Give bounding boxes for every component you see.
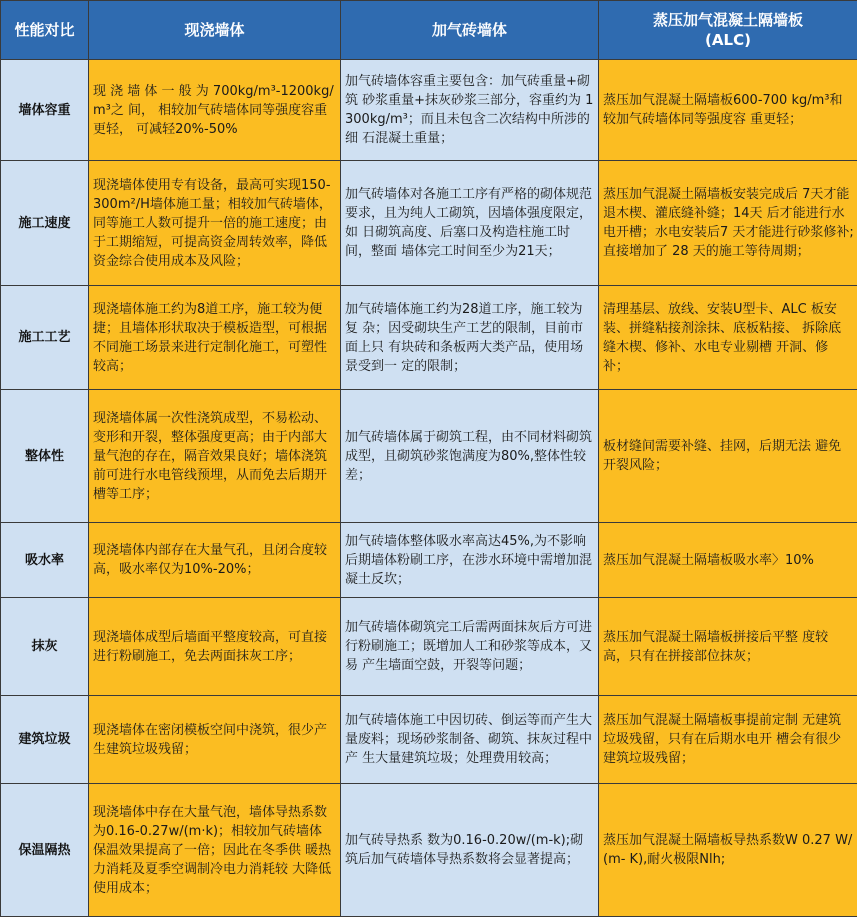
- cell-cast-in-place: 现浇墙体属一次性浇筑成型，不易松动、 变形和开裂，整体强度更高；由于内部大 量气泡的存在，隔音效果良好；墙体浇筑 前可进行水电管线预埋，从而免去后期开 槽等工序；: [89, 390, 341, 523]
- cell-aerated-block: 加气砖墙体对各施工工序有严格的砌体规范 要求，且为纯人工砌筑，因墙体强度限定，如 日砌筑高度、后塞口及构造柱施工时间，整面 墙体完工时间至少为21天；: [341, 161, 599, 286]
- row-label: 抹灰: [1, 598, 89, 696]
- header-alc: [599, 1, 857, 60]
- row-label: 建筑垃圾: [1, 696, 89, 784]
- cell-aerated-block: 加气砖墙体施工中因切砖、倒运等而产生大 量废料；现场砂浆制备、砌筑、抹灰过程中产 生大量建筑垃圾；处理费用较高；: [341, 696, 599, 784]
- table-body: [1, 60, 857, 917]
- row-label: 整体性: [1, 390, 89, 523]
- cell-alc: 蒸压加气混凝土隔墙板事提前定制 无建筑垃圾残留，只有在后期水电开 槽会有很少建筑垃圾残留；: [599, 696, 857, 784]
- row-label: 保温隔热: [1, 784, 89, 917]
- cell-aerated-block: 加气砖墙体整体吸水率高达45%,为不影响后期墙体粉刷工序，在涉水环境中需增加混凝土反坎；: [341, 523, 599, 598]
- header-row: [1, 1, 857, 60]
- cell-alc: 蒸压加气混凝土隔墙板600-700 kg/m³和较加气砖墙体同等强度容 重更轻；: [599, 60, 857, 161]
- table-header: [1, 1, 857, 60]
- table-row: [1, 161, 857, 286]
- table-row: [1, 390, 857, 523]
- header-aerated-block: 加气砖墙体: [341, 1, 599, 60]
- cell-cast-in-place: 现浇墙体使用专有设备，最高可实现150- 300m²/H墙体施工量；相较加气砖墙体， 同等施工人数可提升一倍的施工速度；由 于工期缩短，可提高资金周转效率，降低 资金综合使用成本及风险；: [89, 161, 341, 286]
- cell-alc: 板材缝间需要补缝、挂网，后期无法 避免开裂风险；: [599, 390, 857, 523]
- header-alc-title: 蒸压加气混凝土隔墙板: [653, 11, 803, 29]
- table-row: [1, 696, 857, 784]
- cell-aerated-block: 加气砖墙体施工约为28道工序，施工较为复 杂；因受砌块生产工艺的限制，目前市面上只 有块砖和条板两大类产品，使用场景受到一 定的限制；: [341, 286, 599, 390]
- cell-cast-in-place: 现浇墙体施工约为8道工序，施工较为便 捷；且墙体形状取决于模板造型，可根据 不同施工场景来进行定制化施工，可塑性 较高；: [89, 286, 341, 390]
- cell-alc: 蒸压加气混凝土隔墙板吸水率〉10%: [599, 523, 857, 598]
- cell-aerated-block: 加气砖导热系 数为0.16-0.20w/(m-k);砌筑后加气砖墙体导热系数将会显著提高；: [341, 784, 599, 917]
- header-alc-abbrev: (ALC): [705, 31, 751, 49]
- row-label: 墙体容重: [1, 60, 89, 161]
- table-row: [1, 523, 857, 598]
- header-cast-in-place: 现浇墙体: [89, 1, 341, 60]
- cell-aerated-block: 加气砖墙体属于砌筑工程，由不同材料砌筑 成型，且砌筑砂浆饱满度为80%,整体性较差；: [341, 390, 599, 523]
- cell-cast-in-place: 现浇墙体中存在大量气泡，墙体导热系数 为0.16-0.27w/(m·k)；相较加气砖墙体 保温效果提高了一倍；因此在冬季供 暖热力消耗及夏季空调制冷电力消耗较 大降低使用成本；: [89, 784, 341, 917]
- cell-cast-in-place: 现浇墙体在密闭模板空间中浇筑，很少产 生建筑垃圾残留；: [89, 696, 341, 784]
- cell-cast-in-place: 现浇墙体内部存在大量气孔，且闭合度较 高，吸水率仅为10%-20%；: [89, 523, 341, 598]
- row-label: 吸水率: [1, 523, 89, 598]
- header-property: 性能对比: [1, 1, 89, 60]
- table-row: [1, 286, 857, 390]
- cell-alc: 蒸压加气混凝土隔墙板导热系数W 0.27 W/(m- K),耐火极限Nlh;: [599, 784, 857, 917]
- cell-aerated-block: 加气砖墙体砌筑完工后需两面抹灰后方可进 行粉刷施工；既增加人工和砂浆等成本，又易 产生墙面空鼓，开裂等问题；: [341, 598, 599, 696]
- cell-alc: 蒸压加气混凝土隔墙板安装完成后 7天才能退木楔、灌底缝补缝；14天 后才能进行水电开槽；水电安装后7 天才能进行砂浆修补;直接增加了 28 天的施工等待周期；: [599, 161, 857, 286]
- row-label: 施工速度: [1, 161, 89, 286]
- cell-alc: 清理基层、放线、安装U型卡、ALC 板安装、拼缝粘接剂涂抹、底板粘接、 拆除底缝木楔、修补、水电专业剔槽 开洞、修补；: [599, 286, 857, 390]
- row-label: 施工工艺: [1, 286, 89, 390]
- table-row: [1, 784, 857, 917]
- table-row: [1, 598, 857, 696]
- cell-cast-in-place: 现浇墙体成型后墙面平整度较高，可直接 进行粉刷施工，免去两面抹灰工序；: [89, 598, 341, 696]
- cell-aerated-block: 加气砖墙体容重主要包含：加气砖重量+砌筑 砂浆重量+抹灰砂浆三部分，容重约为 1300kg/m³；而且未包含二次结构中所涉的细 石混凝土重量；: [341, 60, 599, 161]
- table-row: [1, 60, 857, 161]
- cell-cast-in-place: 现 浇 墙 体 一 般 为 700kg/m³-1200kg/m³之 间， 相较加气砖墙体同等强度容重更轻， 可减轻20%-50%: [89, 60, 341, 161]
- cell-alc: 蒸压加气混凝土隔墙板拼接后平整 度较高，只有在拼接部位抹灰；: [599, 598, 857, 696]
